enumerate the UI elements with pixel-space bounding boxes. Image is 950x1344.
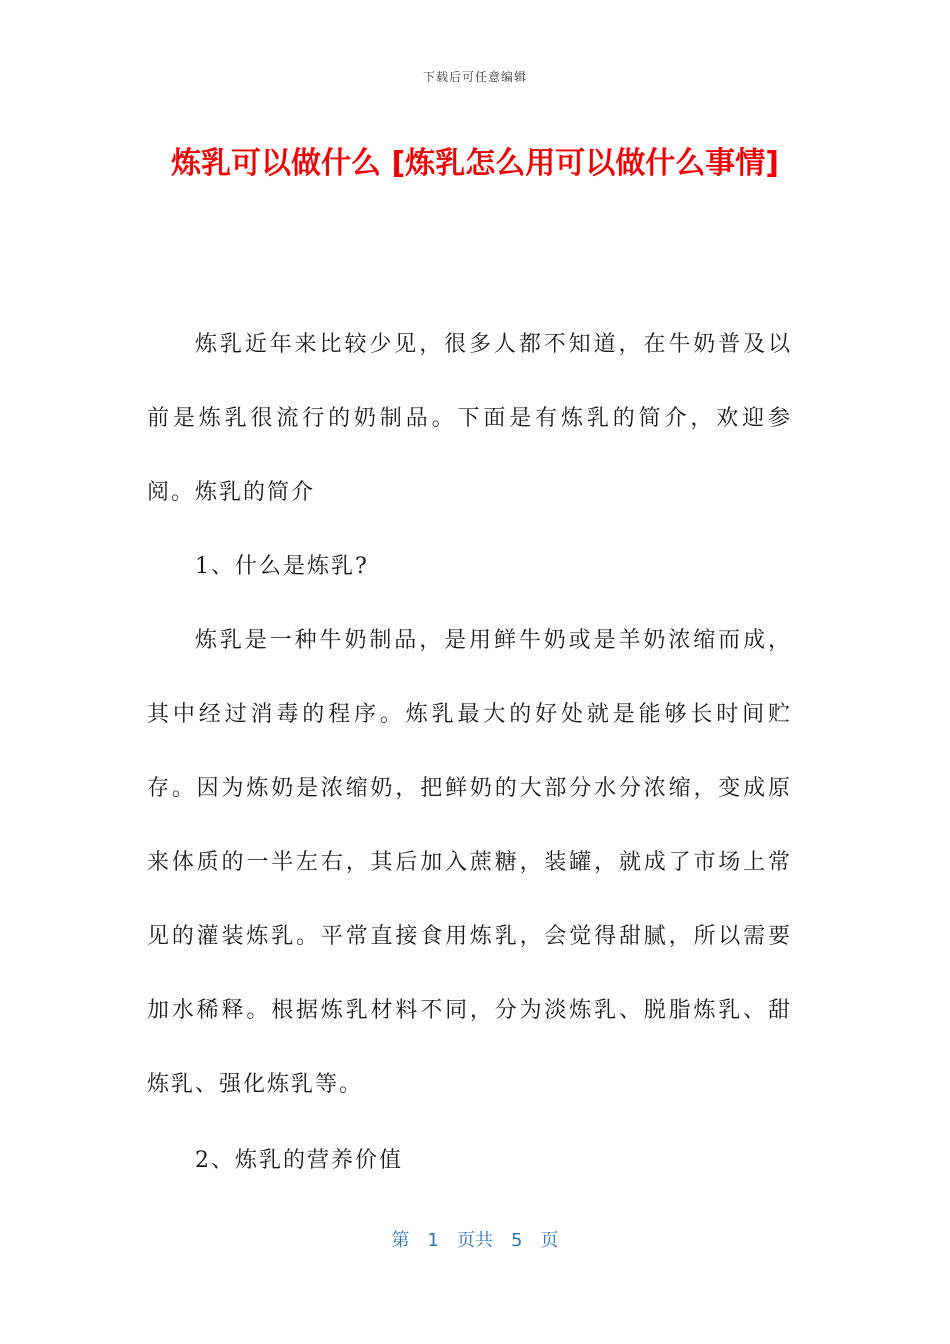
footer-current-page: 1	[427, 1230, 439, 1251]
section-heading-intro: 炼乳的简介	[195, 480, 316, 505]
footer-suffix: 页	[540, 1230, 559, 1251]
footer-middle: 页共	[457, 1230, 493, 1251]
document-title: 炼乳可以做什么 [炼乳怎么用可以做什么事情]	[171, 146, 779, 181]
subheading-what-is: 1、什么是炼乳?	[195, 554, 369, 579]
page-number-footer	[0, 1226, 950, 1252]
subheading-nutrition: 2、炼乳的营养价值	[195, 1148, 403, 1173]
page-header-note: 下载后可任意编辑	[422, 70, 527, 84]
definition-paragraph: 炼乳是一种牛奶制品，是用鲜牛奶或是羊奶浓缩而成，其中经过消毒的程序。炼乳最大的好处就是能够长时间贮存。因为炼奶是浓缩奶，把鲜奶的大部分水分浓缩，变成原来体质的一半左右，其后加入蔗糖，装罐，就成了市场上常见的灌装炼乳。平常直接食用炼乳，会觉得甜腻，所以需要加水稀释。根据炼乳材料不同，分为淡炼乳、脱脂炼乳、甜炼乳、强化炼乳等。	[147, 628, 792, 1097]
intro-paragraph: 炼乳近年来比较少见，很多人都不知道，在牛奶普及以前是炼乳很流行的奶制品。下面是有炼乳的简介，欢迎参阅。	[147, 332, 792, 505]
footer-prefix: 第	[391, 1230, 410, 1251]
footer-total-pages: 5	[511, 1230, 523, 1251]
